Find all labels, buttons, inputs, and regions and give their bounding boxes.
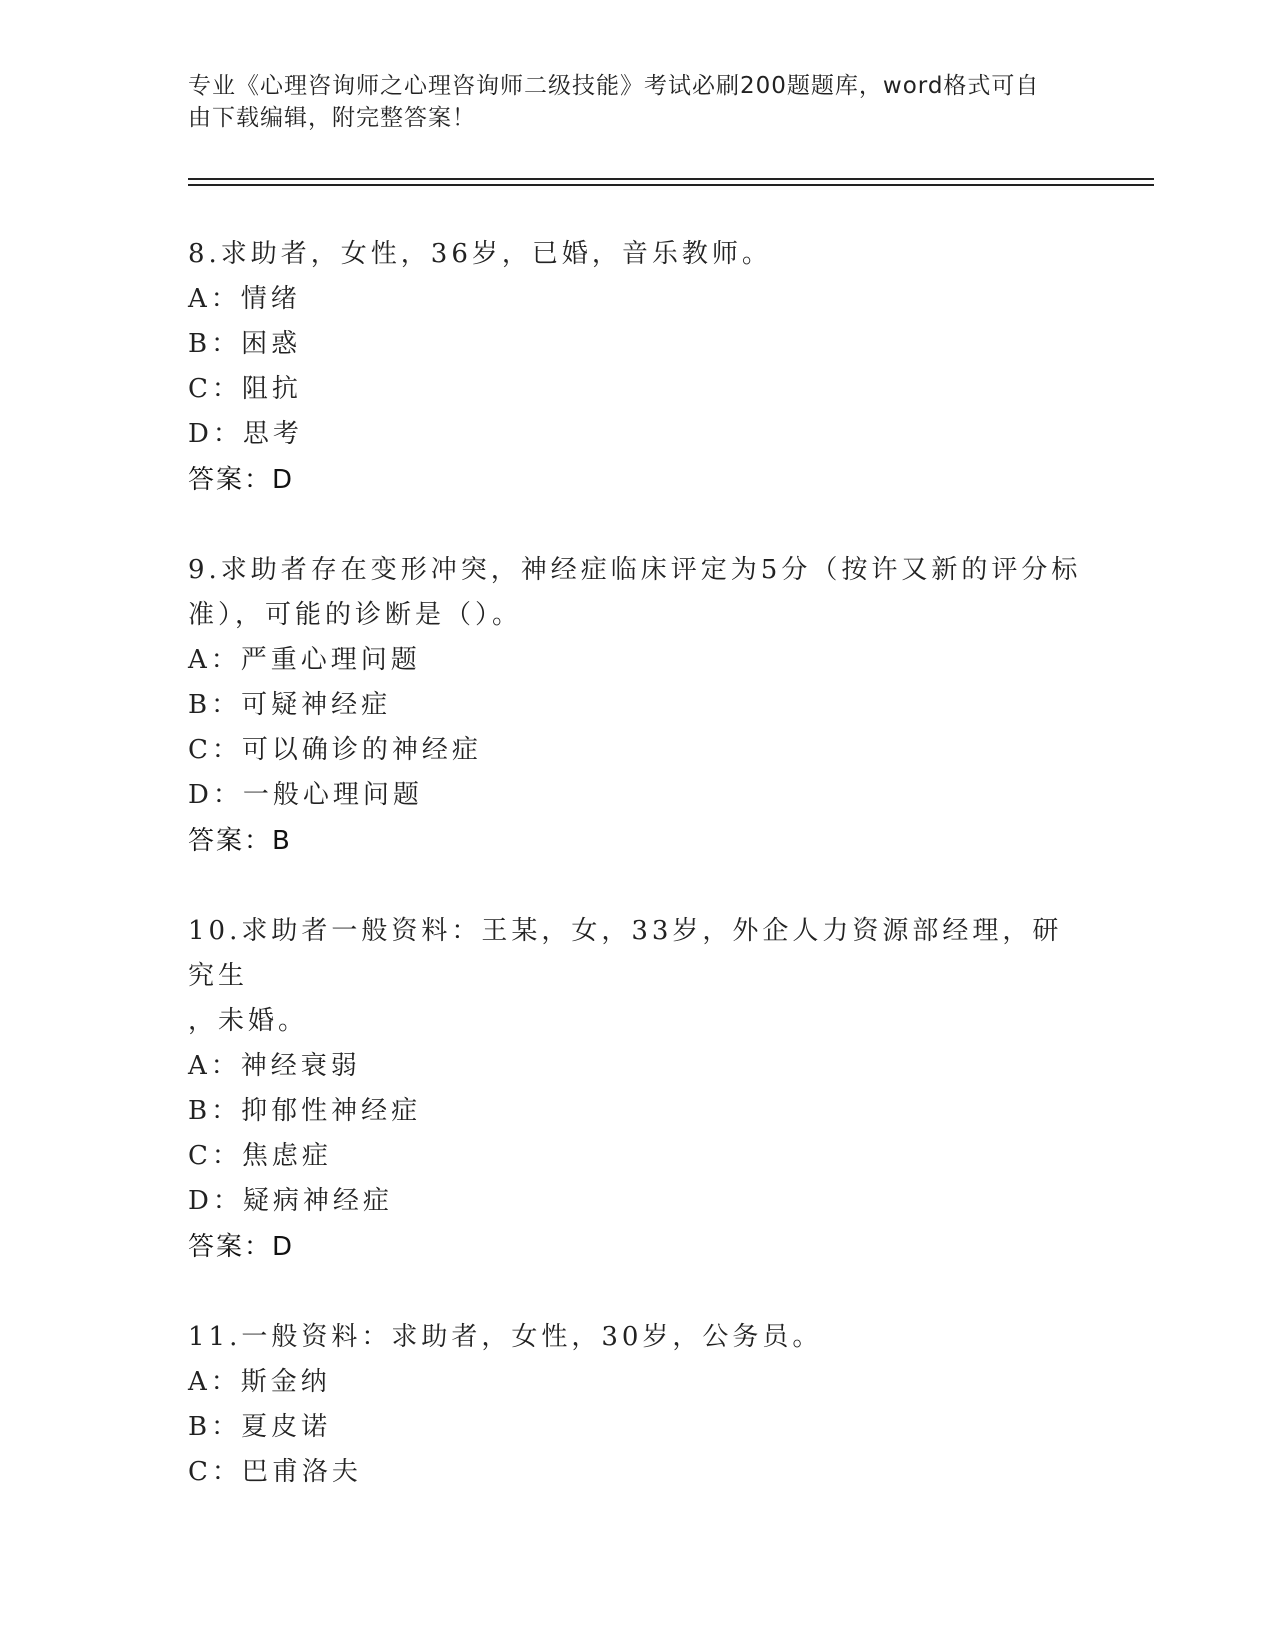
document-header	[188, 70, 1068, 134]
option-d: D：一般心理问题	[188, 780, 423, 810]
question-text: 10.求助者一般资料：王某，女，33岁，外企人力资源部经理，研究生	[188, 916, 1063, 991]
question-11	[188, 1315, 1088, 1495]
option-d: D：思考	[188, 419, 303, 449]
option-b: B：困惑	[188, 329, 302, 359]
question-10	[188, 909, 1088, 1270]
option-b: B：夏皮诺	[188, 1412, 332, 1442]
answer: 答案：D	[188, 1232, 295, 1262]
option-a: A：情绪	[188, 284, 301, 314]
option-c: C：巴甫洛夫	[188, 1457, 362, 1487]
option-a: A：斯金纳	[188, 1367, 331, 1397]
answer: 答案：D	[188, 465, 295, 495]
header-divider-bottom	[188, 184, 1154, 186]
option-c: C：阻抗	[188, 374, 302, 404]
question-text-continued: 准），可能的诊断是（）。	[188, 600, 523, 630]
answer: 答案：B	[188, 826, 292, 856]
question-8	[188, 232, 1088, 503]
option-d: D：疑病神经症	[188, 1186, 393, 1216]
header-divider-top	[188, 178, 1154, 180]
question-9	[188, 548, 1088, 864]
question-text: 8.求助者，女性，36岁，已婚，音乐教师。	[188, 239, 772, 269]
option-a: A：神经衰弱	[188, 1051, 361, 1081]
question-text: 11.一般资料：求助者，女性，30岁，公务员。	[188, 1322, 823, 1352]
option-c: C：可以确诊的神经症	[188, 735, 482, 765]
header-line-2: 由下载编辑，附完整答案！	[188, 105, 476, 131]
question-list	[188, 232, 1088, 1540]
option-c: C：焦虑症	[188, 1141, 332, 1171]
option-b: B：抑郁性神经症	[188, 1096, 422, 1126]
header-line-1: 专业《心理咨询师之心理咨询师二级技能》考试必刷200题题库，word格式可自	[188, 73, 1040, 99]
option-b: B：可疑神经症	[188, 690, 392, 720]
question-text: 9.求助者存在变形冲突，神经症临床评定为5分（按许又新的评分标	[188, 555, 1082, 585]
option-a: A：严重心理问题	[188, 645, 421, 675]
question-text-continued: ，未婚。	[188, 1006, 309, 1036]
